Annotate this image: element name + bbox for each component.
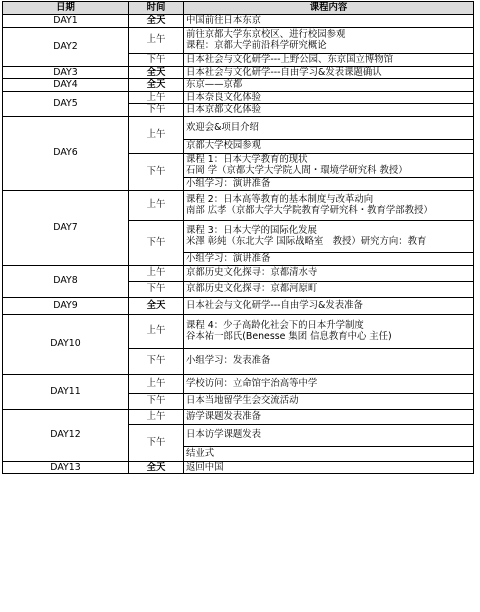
day-cell: DAY7	[3, 190, 129, 265]
time-cell: 下午	[129, 424, 184, 461]
time-cell: 上午	[129, 27, 184, 53]
content-line: 日本京都文化体验	[186, 104, 262, 115]
time-cell: 上午	[129, 190, 184, 220]
table-row	[3, 374, 474, 393]
content-line: 返回中国	[186, 461, 224, 473]
time-cell: 下午	[129, 53, 184, 66]
day-cell: DAY5	[3, 91, 129, 116]
content-cell	[184, 265, 474, 281]
table-row	[3, 79, 474, 92]
time-cell: 全天	[129, 79, 184, 92]
content-cell	[184, 314, 474, 348]
content-line: 日本当地留学生会交流活动	[186, 395, 299, 407]
schedule-table	[2, 1, 474, 474]
time-cell: 上午	[129, 91, 184, 104]
table-row	[3, 314, 474, 348]
content-cell	[184, 190, 474, 220]
day-cell: DAY10	[3, 314, 129, 374]
content-line: 小组学习：发表准备	[186, 355, 271, 367]
content-line: 前往京都大学东京校区、进行校园参观	[186, 28, 346, 40]
content-line: 小组学习：演讲准备	[186, 252, 271, 264]
header-time: 时间	[129, 2, 184, 15]
content-line: 日本访学课题发表	[186, 429, 262, 441]
content-line: 京都历史文化探寻：京都清水寺	[186, 267, 318, 279]
table-row	[3, 116, 474, 139]
content-line: 东京——京都	[186, 79, 243, 90]
time-cell: 下午	[129, 281, 184, 297]
content-line: 南部 広孝（京都大学大学院教育学研究科・教育学部教授）	[186, 205, 433, 216]
time-cell: 上午	[129, 314, 184, 348]
time-cell: 下午	[129, 393, 184, 409]
time-cell: 全天	[129, 15, 184, 28]
table-row	[3, 190, 474, 220]
table-row	[3, 91, 474, 104]
content-cell	[184, 104, 474, 117]
content-line: 中国前往日本东京	[186, 15, 262, 26]
content-cell	[184, 393, 474, 409]
content-line: 小组学习：演讲准备	[186, 177, 271, 189]
time-cell: 下午	[129, 348, 184, 374]
content-line: 石岡 学（京都大学大学院人間・環境学研究科 教授）	[186, 165, 408, 176]
content-line: 课程 1：日本大学教育的现状	[186, 153, 308, 165]
content-cell	[184, 139, 474, 153]
content-line: 日本社会与文化研学---自由学习&发表课题确认	[186, 66, 382, 78]
table-row	[3, 461, 474, 474]
content-line: 日本奈良文化体验	[186, 91, 262, 103]
content-line: 学校访问：立命馆宇治高等中学	[186, 377, 318, 389]
content-cell	[184, 66, 474, 79]
day-cell: DAY13	[3, 461, 129, 474]
table-row	[3, 15, 474, 28]
time-cell: 下午	[129, 104, 184, 117]
content-line: 课程 2：日本高等教育的基本制度与改革动向	[186, 193, 374, 205]
day-cell: DAY2	[3, 27, 129, 66]
content-cell	[184, 79, 474, 92]
table-row	[3, 27, 474, 53]
time-cell: 全天	[129, 461, 184, 474]
header-day: 日期	[3, 2, 129, 15]
content-cell	[184, 15, 474, 28]
day-cell: DAY6	[3, 116, 129, 190]
content-line: 日本社会与文化研学---自由学习&发表准备	[186, 299, 363, 311]
content-line: 日本社会与文化研学---上野公园、东京国立博物馆	[186, 53, 394, 65]
content-cell	[184, 424, 474, 446]
content-line: 课程 4：少子高龄化社会下的日本升学制度	[186, 319, 364, 331]
content-cell	[184, 461, 474, 474]
day-cell: DAY1	[3, 15, 129, 28]
content-line: 欢迎会&项目介绍	[186, 121, 259, 133]
header-content: 课程内容	[184, 2, 474, 15]
time-cell: 下午	[129, 153, 184, 190]
day-cell: DAY4	[3, 79, 129, 92]
table-row	[3, 409, 474, 424]
header-row	[3, 2, 474, 15]
content-cell	[184, 177, 474, 190]
content-line: 结业式	[186, 447, 215, 459]
day-cell: DAY12	[3, 409, 129, 461]
content-line: 课程 3：日本大学的国际化发展	[186, 224, 317, 236]
content-cell	[184, 409, 474, 424]
content-cell	[184, 348, 474, 374]
content-line: 京都大学校园参观	[186, 140, 262, 152]
content-cell	[184, 281, 474, 297]
time-cell: 上午	[129, 265, 184, 281]
content-cell	[184, 297, 474, 314]
day-cell: DAY11	[3, 374, 129, 409]
content-line: 京都历史文化探寻：京都河原町	[186, 283, 318, 295]
time-cell: 上午	[129, 409, 184, 424]
time-cell: 下午	[129, 220, 184, 265]
table-row	[3, 297, 474, 314]
content-cell	[184, 374, 474, 393]
table-row	[3, 66, 474, 79]
content-cell	[184, 27, 474, 53]
day-cell: DAY3	[3, 66, 129, 79]
content-line: 米澤 彰純（东北大学 国际战略室 教授）研究方向：教育	[186, 236, 427, 247]
time-cell: 上午	[129, 116, 184, 153]
content-cell	[184, 116, 474, 139]
table-row	[3, 265, 474, 281]
content-cell	[184, 91, 474, 104]
content-cell	[184, 153, 474, 177]
content-line: 课程：京都大学前沿科学研究概论	[186, 40, 327, 51]
content-cell	[184, 53, 474, 66]
day-cell: DAY9	[3, 297, 129, 314]
content-line: 谷本祐一郎氏(Benesse 集团 信息教育中心 主任)	[186, 331, 392, 342]
time-cell: 上午	[129, 374, 184, 393]
content-cell	[184, 220, 474, 252]
content-line: 游学课题发表准备	[186, 410, 262, 422]
content-cell	[184, 446, 474, 461]
time-cell: 全天	[129, 66, 184, 79]
time-cell: 全天	[129, 297, 184, 314]
content-cell	[184, 252, 474, 265]
day-cell: DAY8	[3, 265, 129, 297]
